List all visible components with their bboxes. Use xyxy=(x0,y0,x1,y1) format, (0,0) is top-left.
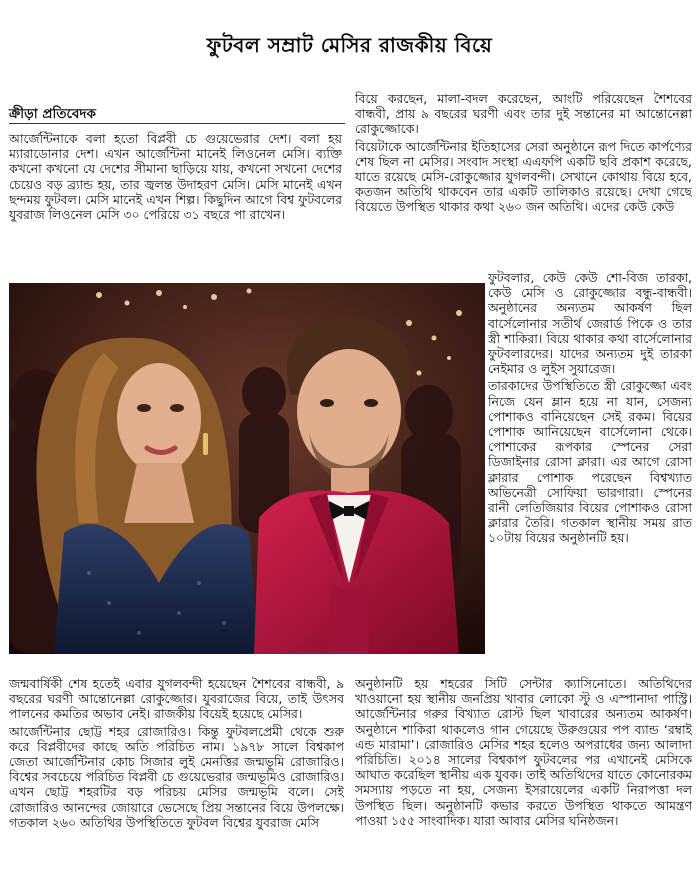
photo-illustration xyxy=(9,283,485,654)
byline: ক্রীড়া প্রতিবেদক xyxy=(9,106,96,122)
article-column-right-narrow xyxy=(488,270,692,676)
article-column-bottom-right xyxy=(355,676,692,890)
paragraph: অনুষ্ঠানটি হয় শহরের সিটি সেন্টার ক্যাসিনোতে। অতিথিদের খাওয়ানো হয় স্থানীয় জনপ্রিয় খাবার লোকো স্টু ও এস্পানাদা পাস্ট্রি। আর্জেন্টিনার গরুর বিখ্যাত রোস্ট ছিল খাবারের অন্যতম আকর্ষণ। অনুষ্ঠানে শাকিরা থাকলেও গান গেয়েছে উরুগুয়ের পপ ব্যান্ড ‘রম্বাই এন্ড মারামা’। রোজারিও মেসির শহর হলেও অপরাধের জন্য আলাদা পরিচিতি। ২০১৪ সালের বিশ্বকাপ ফুটবলের পর এখানেই মেসিকে আঘাত করেছিল স্থানীয় এক যুবক। তাই অতিথিদের যাতে কোনোরকম সমস্যায় পড়তে না হয়, সেজন্য ইসরায়েলের একটি নিরাপত্তা দল উপস্থিত ছিল। অনুষ্ঠানটি কভার করতে উপস্থিত থাকতে আমন্ত্রণ পাওয়া ১৫৫ সাংবাদিক। যারা আবার মেসির ঘনিষ্ঠজন। xyxy=(355,676,692,828)
article-column-bottom-left xyxy=(9,676,344,890)
paragraph: আর্জেন্টিনাকে বলা হতো বিপ্লবী চে গুয়েভেরার দেশ। বলা হয় ম্যারাডোনার দেশ। এখন আর্জেন্টিনা মানেই লিওনেল মেসি। ব্যক্তি কখনো কখনো যে দেশের সীমানা ছাড়িয়ে যায়, কখনো সখনো দেশের চেয়েও বড় ব্র্যান্ড হয়, তার জ্বলন্ত উদাহরণ মেসি। মেসি মানেই এখন ছন্দময় ফুটবল। মেসি মানেই এখন শিল্প। কিছুদিন আগে বিশ্ব ফুটবলের যুবরাজ লিওনেল মেসি ৩০ পেরিয়ে ৩১ বছরে পা রাখেন। xyxy=(9,131,342,223)
paragraph: বিয়েটাকে আর্জেন্টিনার ইতিহাসের সেরা অনুষ্ঠানে রূপ দিতে কার্পণ্যের শেষ ছিল না মেসির। সংবাদ সংস্থা এএফপি একটি ছবি প্রকাশ করেছে, যাতে রয়েছে মেসি-রোকুজ্জোর যুগলবন্দী। সেখানে কোথায় বিয়ে হবে, কতজন অতিথি থাকবেন তার একটি তালিকাও রয়েছে। দেখা গেছে বিয়েতে উপস্থিত থাকার কথা ২৬০ জন অতিথি। এদের কেউ কেউ xyxy=(355,138,692,215)
article-column-right-top xyxy=(355,91,692,271)
paragraph: ফুটবলার, কেউ কেউ শো-বিজ তারকা, কেউ মেসি ও রোকুজ্জোর বন্ধু-বান্ধবী। অনুষ্ঠানের অন্যতম আকর্ষণ ছিল বার্সেলোনার সতীর্থ জেরার্ড পিকে ও তার স্ত্রী শাকিরা। বিয়ে থাকার কথা বার্সেলোনার ফুটবলারদের। যাদের অন্যতম দুই তারকা নেইমার ও লুইস সুয়ারেজ। xyxy=(488,270,692,377)
article-column-left-top xyxy=(9,131,342,269)
paragraph: আর্জেন্টিনার ছোট্ট শহর রোজারিও। কিন্তু ফুটবলপ্রেমী থেকে শুরু করে বিপ্লবীদের কাছে অতি পরিচিত নাম। ১৯৭৮ সালে বিশ্বকাপ জেতা আর্জেন্টিনার কোচ সিজার লুই মেনত্তির জন্মভূমি রোজারিও। বিশ্বের সবচেয়ে পরিচিত বিপ্লবী চে গুয়েভেরার জন্মভূমিও রোজারিও। এখন ছোট্ট শহরটির বড় পরিচয় মেসির জন্মভূমি বলে। সেই রোজারিও আনন্দের জোয়ারে ভেসেছে প্রিয় সন্তানের বিয়ে উপলক্ষে। গতকাল ২৬০ অতিথির উপস্থিতিতে ফুটবল বিশ্বের যুবরাজ মেসি xyxy=(9,723,344,830)
paragraph: তারকাদের উপস্থিতিতে স্ত্রী রোকুজ্জো এবং নিজে যেন ম্লান হয়ে না যান, সেজন্য পোশাকও বানিয়েছেন সেই রকম। বিয়ের পোশাক আনিয়েছেন বার্সেলোনা থেকে। পোশাকের রূপকার স্পেনের সেরা ডিজাইনার রোসা ক্লারা। এর আগে রোসা ক্লারার পোশাক পরেছেন বিশ্বখ্যাত অভিনেত্রী সোফিয়া ভারগারা। স্পেনের রানী লেতিজিয়ার বিয়ের পোশাকও রোসা ক্লারার তৈরি। গতকাল স্থানীয় সময় রাত ১০টায় বিয়ের অনুষ্ঠানটি হয়। xyxy=(488,378,692,546)
paragraph: বিয়ে করছেন, মালা-বদল করেছেন, আংটি পরিয়েছেন শৈশবের বান্ধবী, প্রায় ৯ বছরের ঘরণী এবং তার দুই সন্তানের মা আন্তোনেল্লা রোকুজ্জোকে। xyxy=(355,91,692,137)
paragraph: জন্মবার্ষিকী শেষ হতেই এবার যুগলবন্দী হয়েছেন শৈশবের বান্ধবী, ৯ বছরের ঘরণী আন্তোনেল্লা রোকুজ্জোর। যুবরাজের বিয়ে, তাই উৎসব পালনের কমতির অভাব নেই। রাজকীয় বিয়েই হয়েছে মেসির। xyxy=(9,676,344,722)
headline: ফুটবল সম্রাট মেসির রাজকীয় বিয়ে xyxy=(206,33,493,57)
byline-rule xyxy=(9,123,345,124)
wedding-photo xyxy=(9,283,485,654)
